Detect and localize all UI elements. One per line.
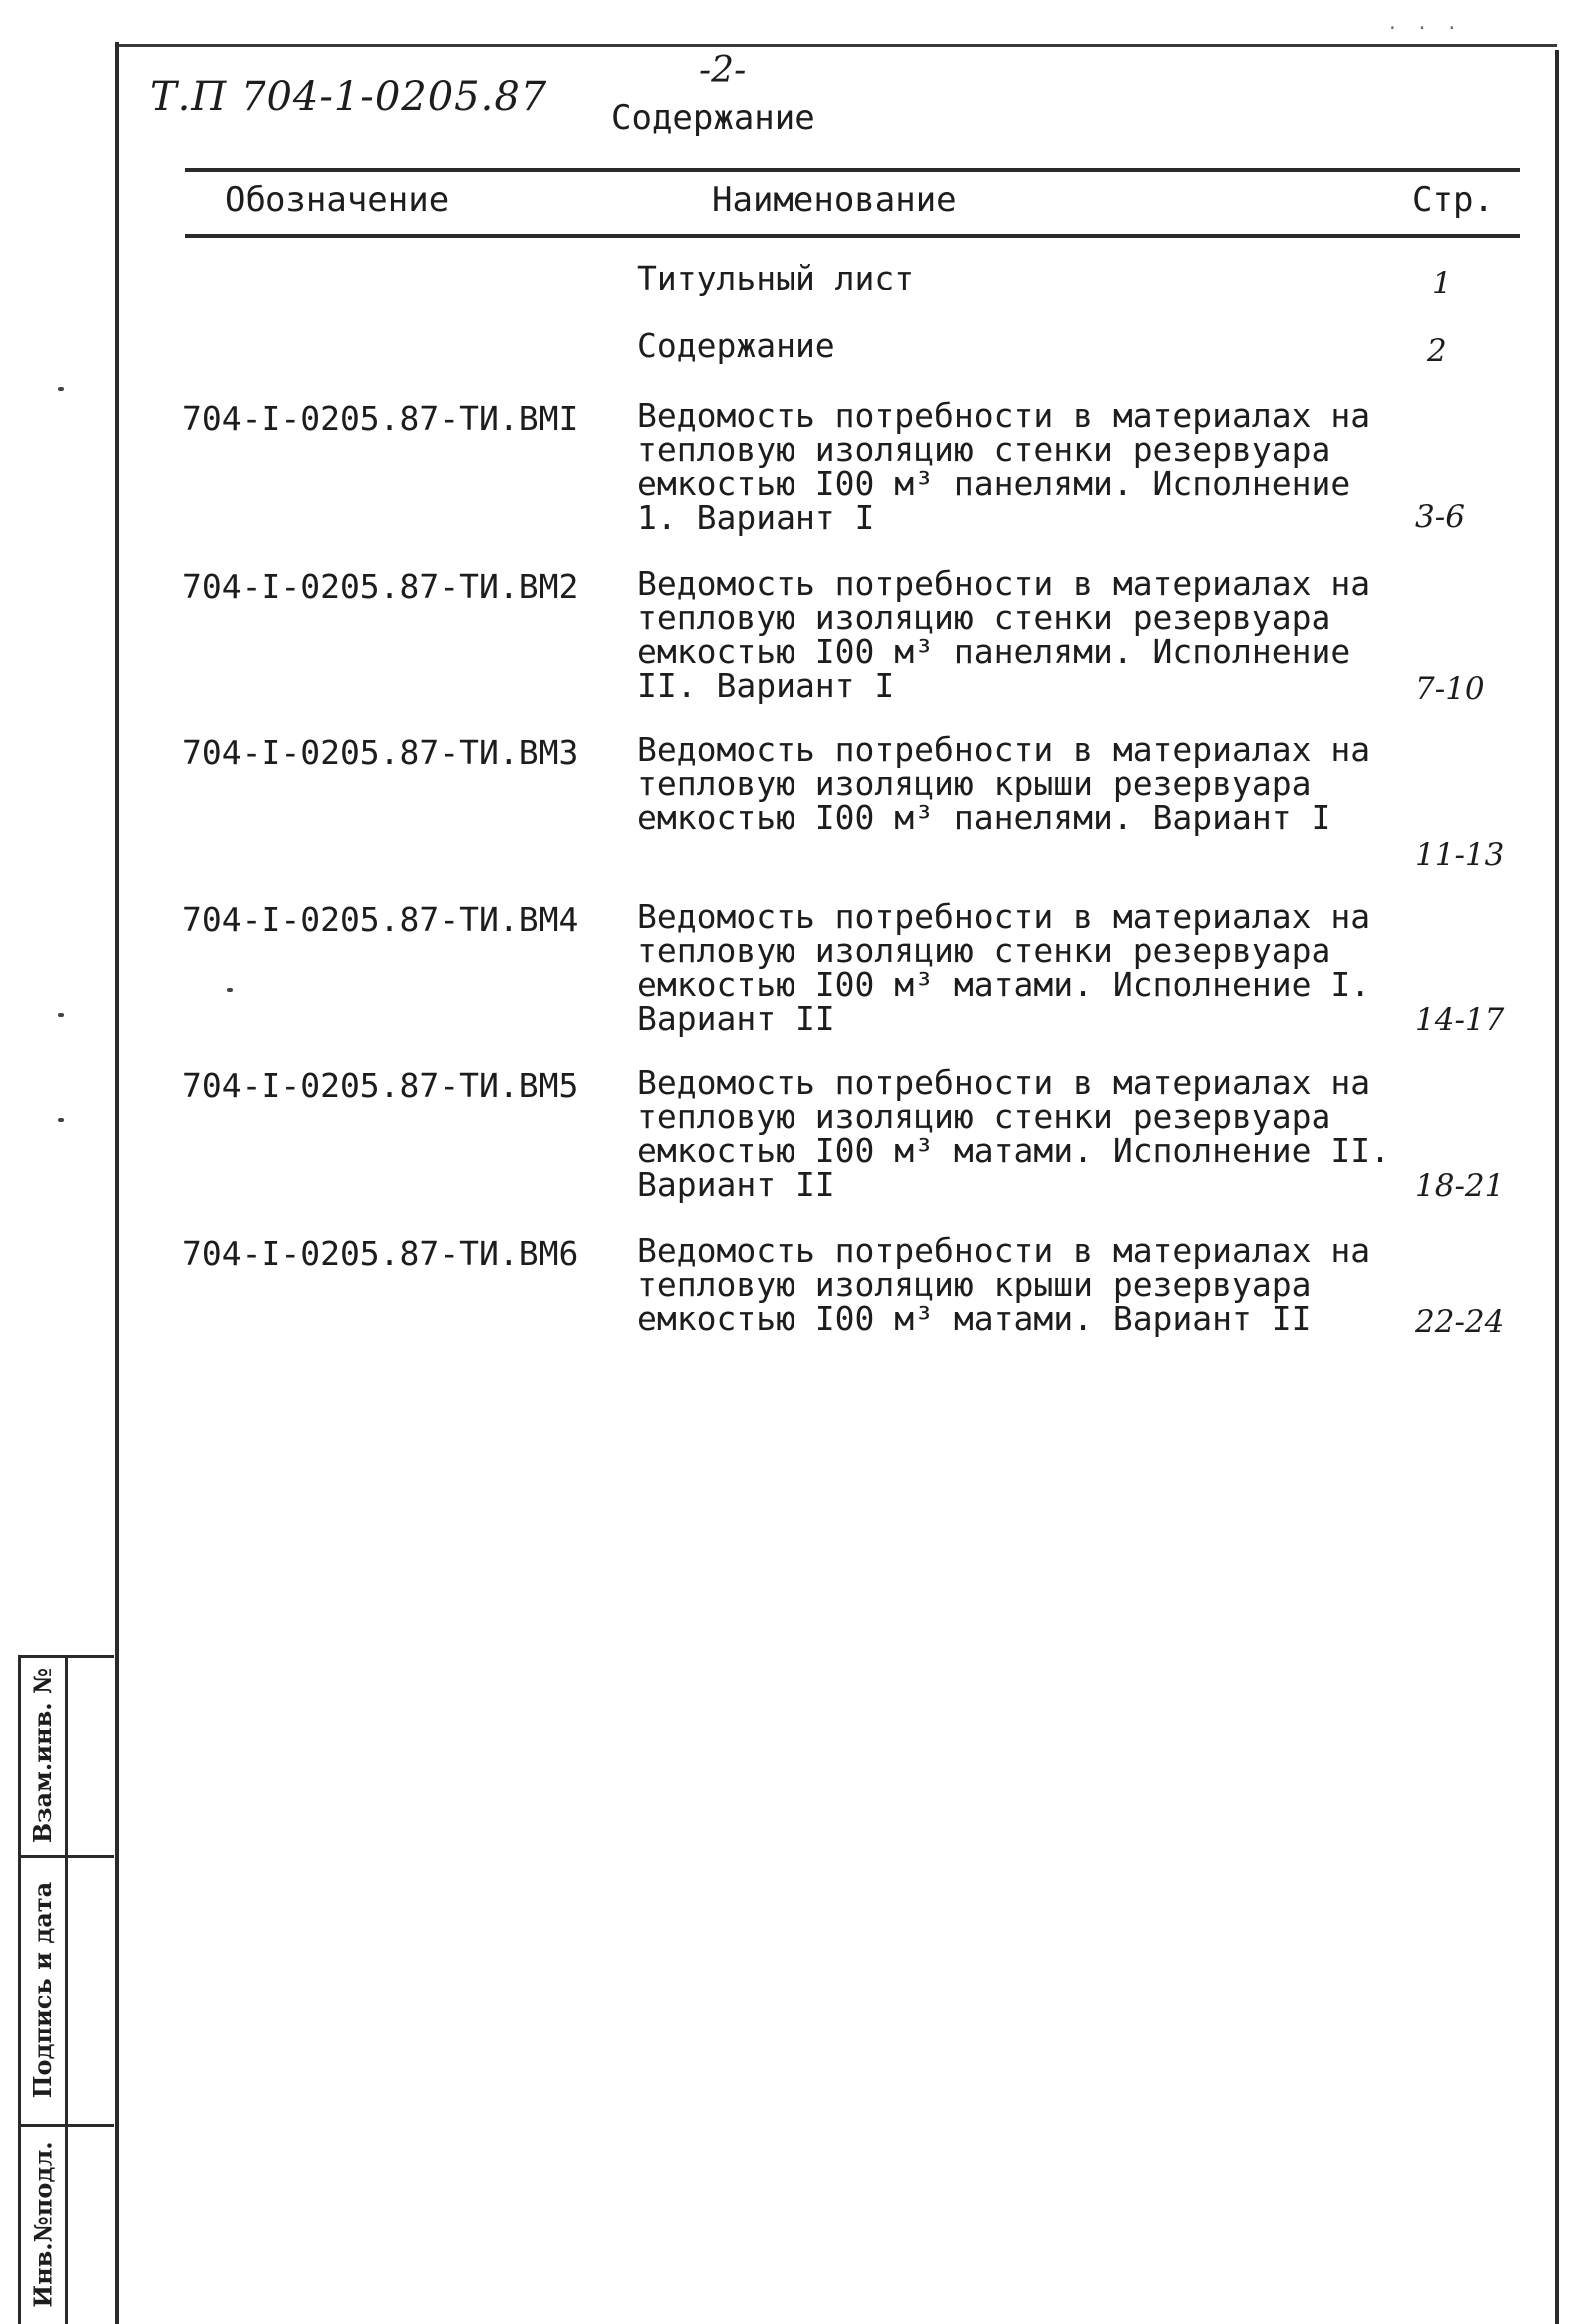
column-header-designation: Обозначение	[225, 180, 450, 220]
document-code: Т.П 704-1-0205.87	[150, 74, 548, 120]
row-designation: 704-I-0205.87-ТИ.ВМ2	[182, 567, 579, 606]
table-top-rule	[185, 168, 1520, 172]
row-page: 3-6	[1415, 499, 1465, 535]
row-designation: 704-I-0205.87-ТИ.ВМ5	[182, 1066, 579, 1105]
page-number: -2-	[699, 50, 747, 91]
frame-left-border	[115, 42, 119, 2324]
row-page: 7-10	[1415, 671, 1485, 707]
column-header-name: Наименование	[712, 180, 957, 220]
row-page: 22-24	[1415, 1304, 1505, 1340]
scan-speck	[58, 1118, 64, 1122]
row-name: Ведомость потребности в материалах на тепловую изоляцию стенки резервуара емкостью I00 м³ панелями. Исполнение 1. Вариант I	[637, 396, 1371, 537]
approval-stamp	[18, 1655, 114, 2324]
frame-right-border	[1555, 50, 1559, 2324]
stamp-original-inv: Инв.№подл.	[28, 2140, 58, 2308]
stamp-signature-date: Подпись и дата	[28, 1881, 58, 2098]
frame-top-border	[117, 44, 1557, 47]
row-name: Ведомость потребности в материалах на тепловую изоляцию стенки резервуара емкостью I00 м³ матами. Исполнение I. Вариант II	[637, 897, 1371, 1038]
row-page: 1	[1432, 266, 1452, 301]
row-name: Ведомость потребности в материалах на тепловую изоляцию крыши резервуара емкостью I00 м³ панелями. Вариант I	[637, 730, 1371, 837]
row-page: 2	[1427, 333, 1447, 369]
scan-speck	[227, 988, 233, 992]
row-page: 14-17	[1415, 1002, 1505, 1038]
scan-speck	[58, 1013, 64, 1017]
row-name: Ведомость потребности в материалах на тепловую изоляцию стенки резервуара емкостью I00 м³ панелями. Исполнение II. Вариант I	[637, 564, 1371, 705]
row-name: Ведомость потребности в материалах на тепловую изоляцию крыши резервуара емкостью I00 м³ матами. Вариант II	[637, 1231, 1371, 1338]
stamp-replacement-inv: Взам.инв. №	[28, 1667, 58, 1843]
scan-speck	[58, 387, 64, 391]
row-designation: 704-I-0205.87-ТИ.ВМ6	[182, 1234, 579, 1273]
table-header-rule	[185, 234, 1520, 238]
row-name: Титульный лист	[637, 259, 915, 297]
column-header-page: Стр.	[1412, 180, 1494, 220]
row-designation: 704-I-0205.87-ТИ.ВМ3	[182, 733, 579, 772]
row-page: 18-21	[1415, 1168, 1505, 1204]
row-name: Ведомость потребности в материалах на тепловую изоляцию стенки резервуара емкостью I00 м³ матами. Исполнение II. Вариант II	[637, 1063, 1390, 1204]
corner-scan-mark: · · ·	[1387, 18, 1462, 39]
row-designation: 704-I-0205.87-ТИ.ВМI	[182, 399, 579, 438]
row-name: Содержание	[637, 326, 835, 365]
row-designation: 704-I-0205.87-ТИ.ВМ4	[182, 900, 579, 939]
page-title: Содержание	[611, 98, 815, 138]
row-page: 11-13	[1415, 837, 1505, 872]
